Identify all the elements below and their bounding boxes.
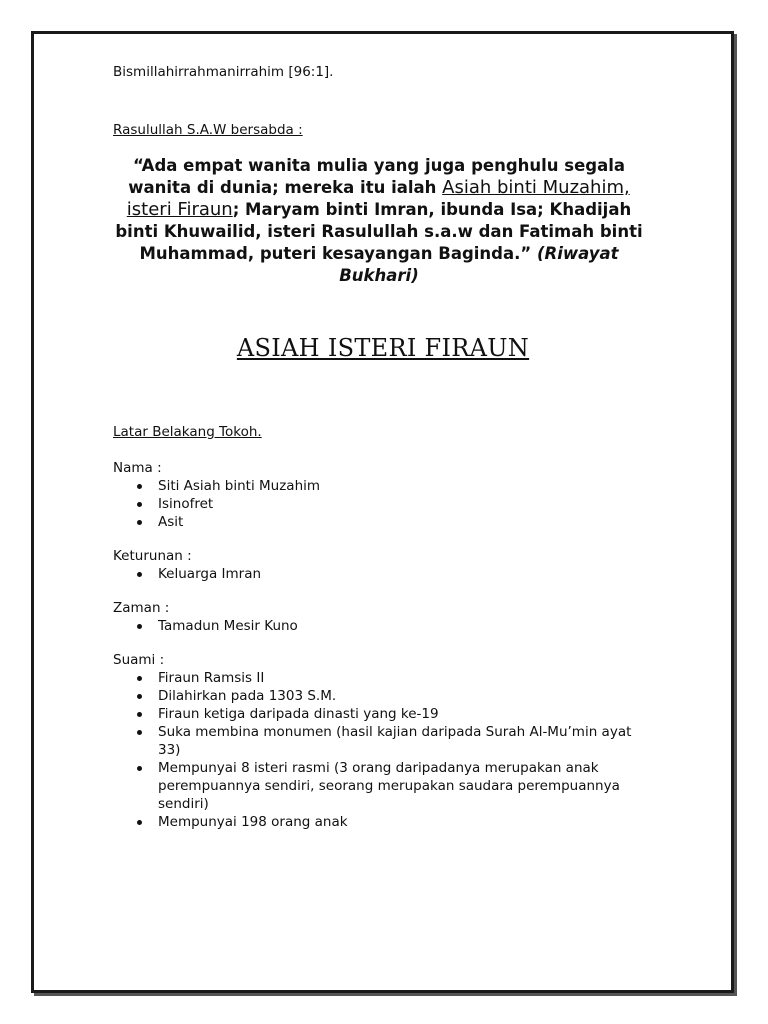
list-item: Dilahirkan pada 1303 S.M. <box>158 687 653 705</box>
list-item: Suka membina monumen (hasil kajian daripada Surah Al-Mu’min ayat 33) <box>158 723 653 759</box>
sabda-line: Rasulullah S.A.W bersabda : <box>113 122 303 138</box>
bullet-list <box>113 477 653 531</box>
page-title: ASIAH ISTERI FIRAUN <box>236 334 530 362</box>
quote-source: (Riwayat Bukhari) <box>339 244 619 285</box>
hadith-quote <box>109 155 649 287</box>
field-label: Zaman : <box>113 600 170 616</box>
field-suami <box>113 651 653 831</box>
quote-part-1: “Ada empat wanita mulia yang juga penghulu segala wanita di dunia; mereka itu ialah <box>128 156 626 197</box>
field-label: Nama : <box>113 460 162 476</box>
bullet-list <box>113 565 653 583</box>
bismillah-line: Bismillahirrahmanirrahim [96:1]. <box>113 64 334 80</box>
list-item: Isinofret <box>158 495 653 513</box>
list-item: Siti Asiah binti Muzahim <box>158 477 653 495</box>
list-item: Mempunyai 8 isteri rasmi (3 orang daripadanya merupakan anak perempuannya sendiri, seorang merupakan saudara perempuannya sendiri) <box>158 759 653 813</box>
field-label: Suami : <box>113 652 165 668</box>
field-keturunan <box>113 547 653 583</box>
field-zaman <box>113 599 653 635</box>
list-item: Mempunyai 198 orang anak <box>158 813 653 831</box>
list-item: Asit <box>158 513 653 531</box>
list-item: Tamadun Mesir Kuno <box>158 617 653 635</box>
quote-highlight: Asiah binti Muzahim, isteri Firaun <box>126 177 630 220</box>
list-item: Firaun ketiga daripada dinasti yang ke-19 <box>158 705 653 723</box>
list-item: Keluarga Imran <box>158 565 653 583</box>
document-content <box>113 63 653 831</box>
field-label: Keturunan : <box>113 548 192 564</box>
bullet-list <box>113 669 653 831</box>
field-nama <box>113 459 653 531</box>
bullet-list <box>113 617 653 635</box>
section-heading: Latar Belakang Tokoh. <box>113 424 262 440</box>
list-item: Firaun Ramsis II <box>158 669 653 687</box>
quote-part-2: ; Maryam binti Imran, ibunda Isa; Khadijah binti Khuwailid, isteri Rasulullah s.a.w dan Fatimah binti Muhammad, puteri kesayangan Baginda.” <box>115 200 643 263</box>
